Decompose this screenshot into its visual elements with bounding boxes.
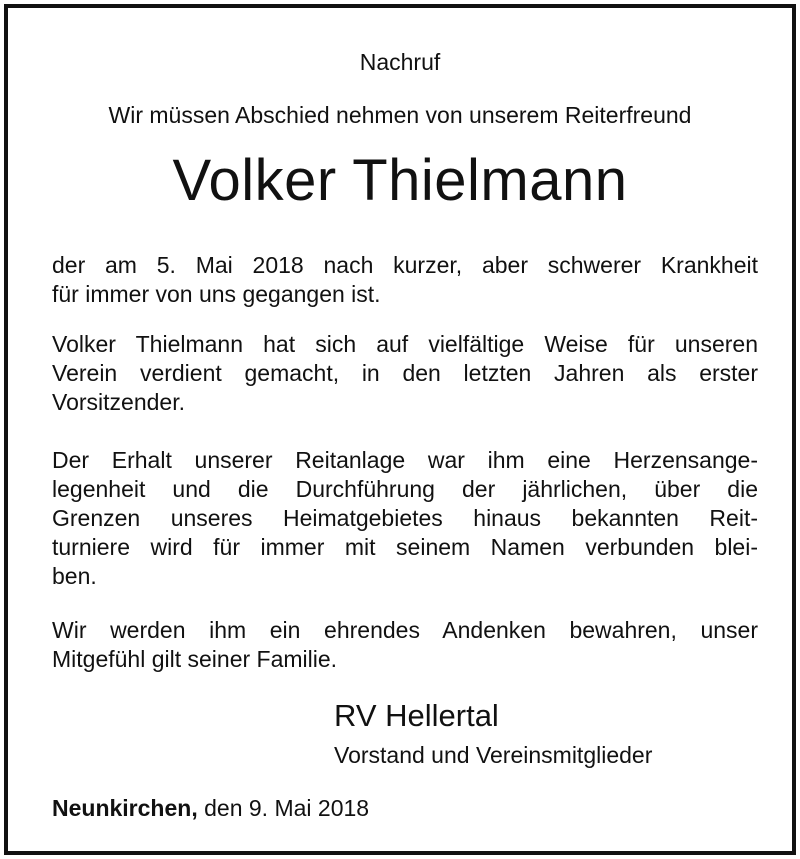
paragraph-line: Mitgefühl gilt seiner Familie. — [52, 646, 338, 672]
place-and-date — [52, 794, 369, 822]
paragraph-legacy — [52, 446, 758, 591]
date: den 9. Mai 2018 — [197, 795, 370, 821]
paragraph-line: Wir werden ihm ein ehrendes Andenken bewahren, unser — [52, 617, 758, 643]
paragraph-line: ben. — [52, 563, 97, 589]
paragraph-line: Verein verdient gemacht, in den letzten Jahren als erster — [52, 360, 758, 386]
signer-subtitle: Vorstand und Vereinsmitglieder — [334, 742, 653, 768]
paragraph-death — [52, 251, 758, 309]
paragraph-line: Vorsitzender. — [52, 389, 185, 415]
paragraph-line: der am 5. Mai 2018 nach kurzer, aber schwerer Krankheit — [52, 252, 758, 278]
intro-line: Wir müssen Abschied nehmen von unserem Reiterfreund — [108, 102, 692, 128]
paragraph-line: legenheit und die Durchführung der jährlichen, über die — [52, 476, 758, 502]
paragraph-line: Volker Thielmann hat sich auf vielfältige Weise für unseren — [52, 331, 758, 357]
paragraph-line: turniere wird für immer mit seinem Namen verbunden blei- — [52, 534, 758, 560]
deceased-name: Volker Thielmann — [172, 148, 628, 213]
signer-name: RV Hellertal — [334, 698, 499, 733]
paragraph-line: für immer von uns gegangen ist. — [52, 281, 381, 307]
notice-heading: Nachruf — [359, 49, 441, 75]
place: Neunkirchen, — [52, 795, 198, 821]
obituary-notice — [4, 4, 796, 855]
paragraph-remembrance — [52, 616, 758, 674]
paragraph-line: Grenzen unseres Heimatgebietes hinaus bekannten Reit- — [52, 505, 758, 531]
paragraph-merits — [52, 330, 758, 417]
paragraph-line: Der Erhalt unserer Reitanlage war ihm eine Herzensange- — [52, 447, 758, 473]
